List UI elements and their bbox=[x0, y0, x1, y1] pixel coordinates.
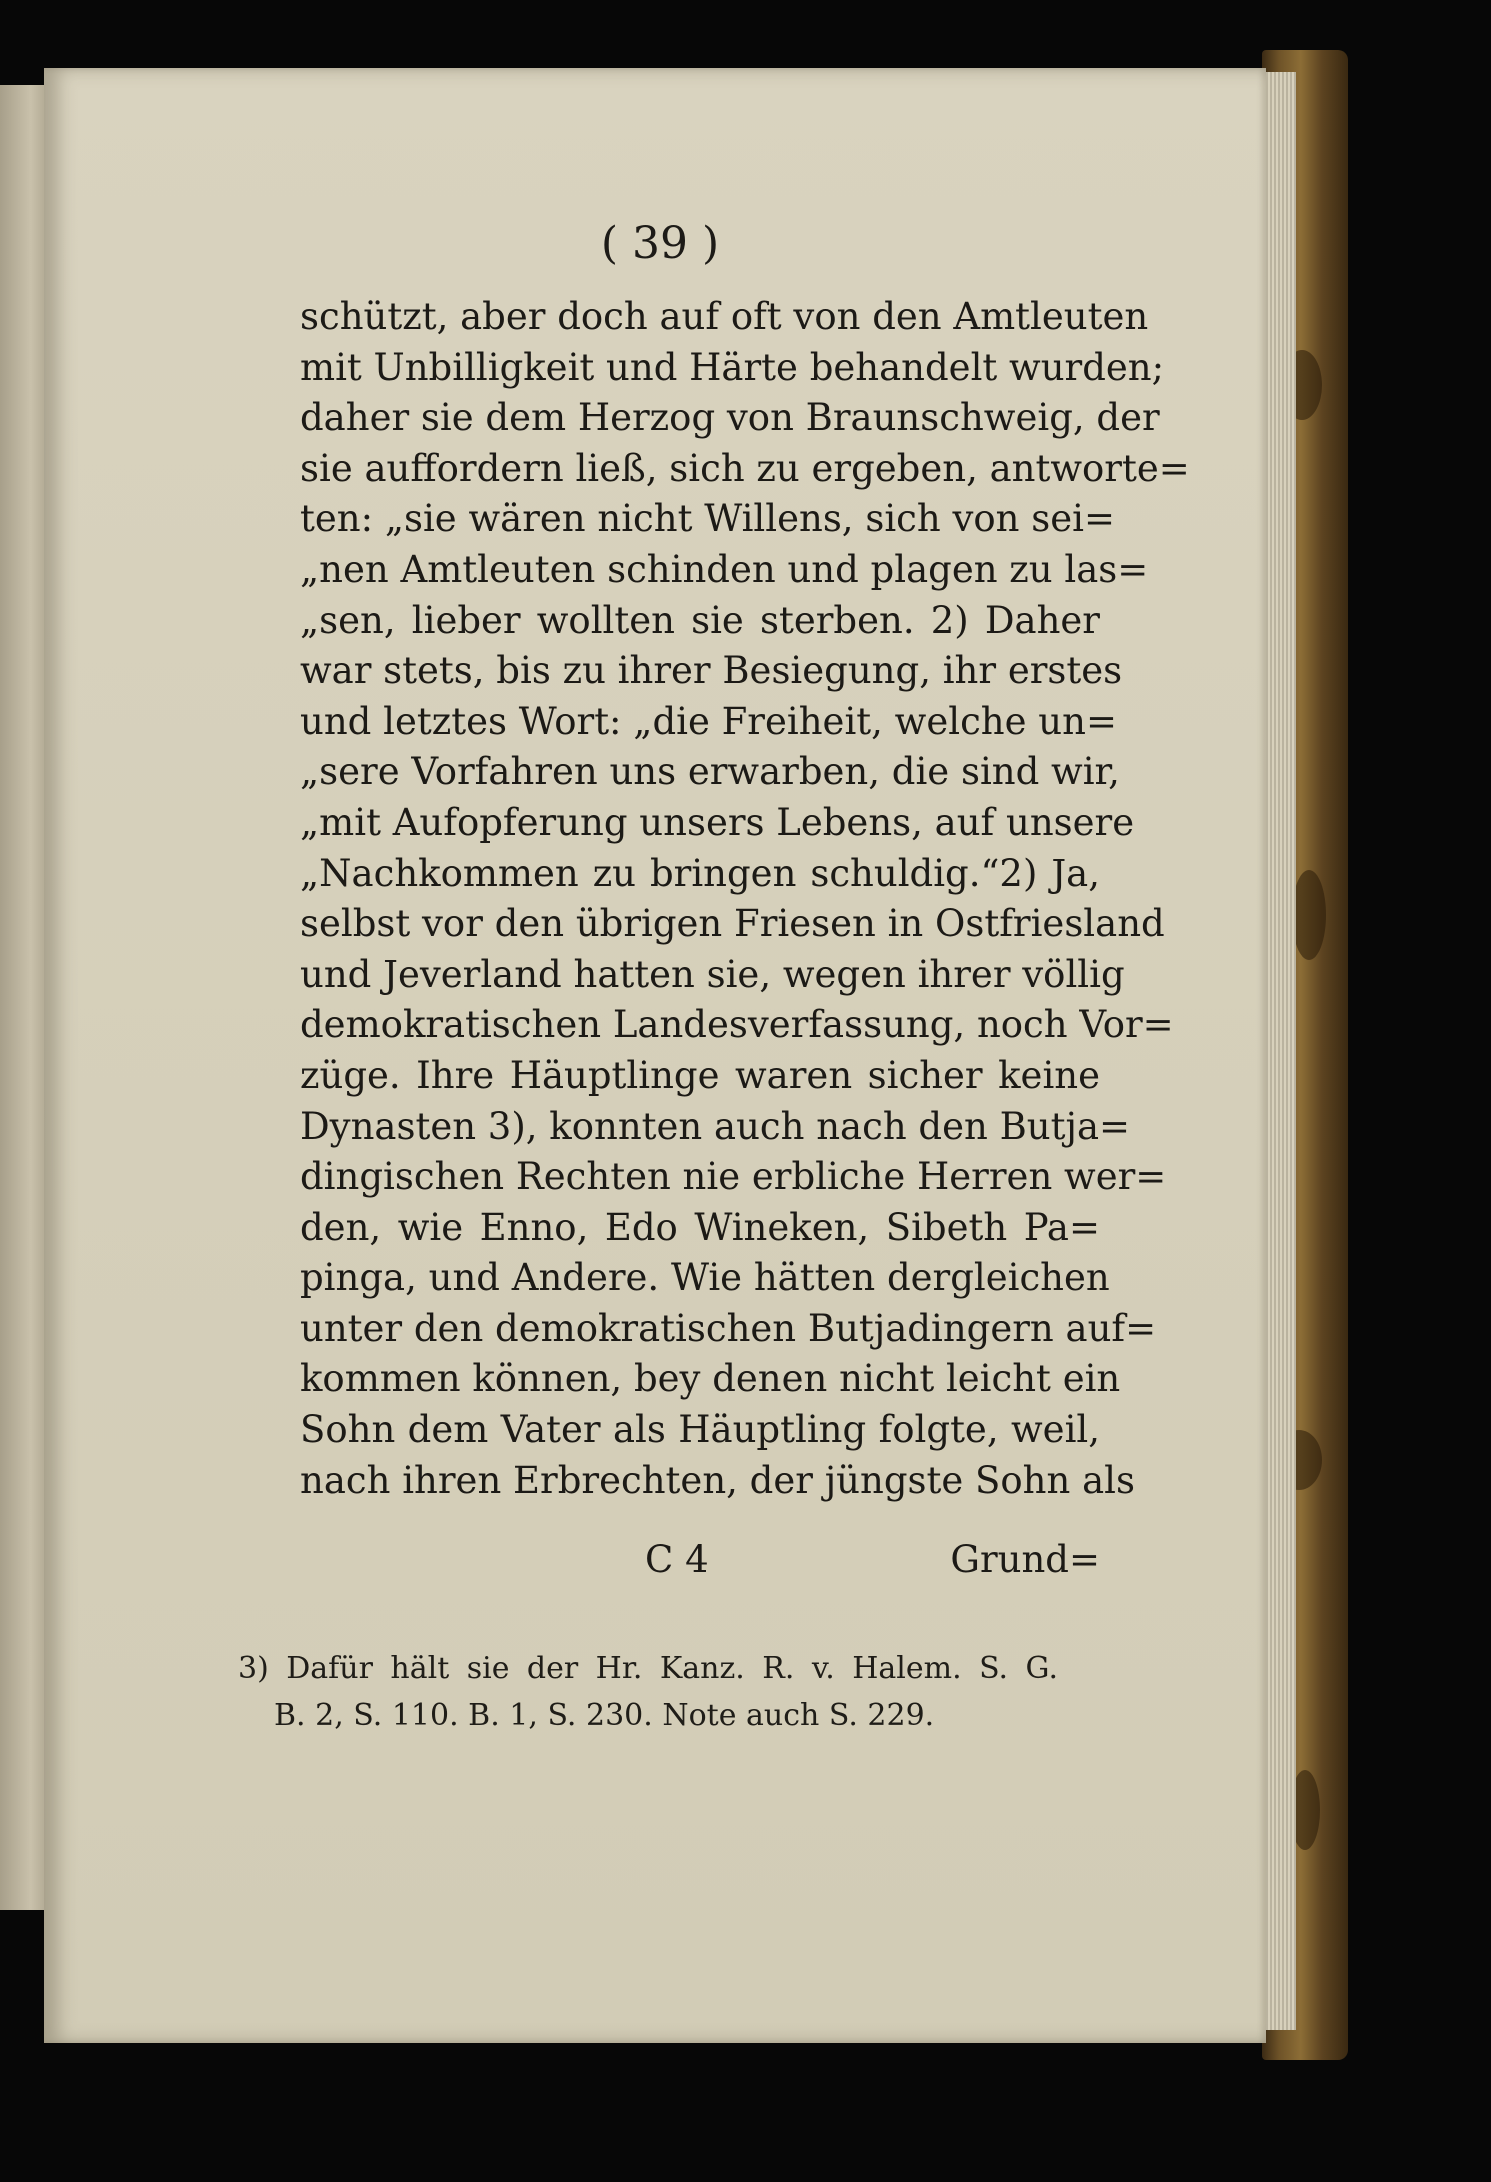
text-line: ten: „sie wären nicht Willens, sich von sei= bbox=[300, 497, 1115, 541]
text-line: daher sie dem Herzog von Braunschweig, der bbox=[300, 396, 1160, 440]
text-line: Sohn dem Vater als Häuptling folgte, weil, bbox=[300, 1408, 1100, 1452]
text-line: „sen, lieber wollten sie sterben. 2) Daher bbox=[300, 598, 1100, 642]
text-line: kommen können, bey denen nicht leicht ein bbox=[300, 1357, 1121, 1401]
text-line: Dynasten 3), konnten auch nach den Butja= bbox=[300, 1104, 1131, 1148]
footnote bbox=[238, 1645, 1058, 1739]
text-line: pinga, und Andere. Wie hätten dergleichen bbox=[300, 1256, 1110, 1300]
text-line: unter den demokratischen Butjadingern auf= bbox=[300, 1306, 1157, 1350]
text-line: war stets, bis zu ihrer Besiegung, ihr erstes bbox=[300, 649, 1123, 693]
text-line: nach ihren Erbrechten, der jüngste Sohn als bbox=[300, 1458, 1135, 1502]
text-line: schützt, aber doch auf oft von den Amtleuten bbox=[300, 295, 1149, 338]
footnote-line: B. 2, S. 110. B. 1, S. 230. Note auch S. 229. bbox=[274, 1698, 935, 1733]
text-line: „nen Amtleuten schinden und plagen zu las= bbox=[300, 547, 1149, 591]
text-line: und letztes Wort: „die Freiheit, welche un= bbox=[300, 699, 1117, 743]
text-line: demokratischen Landesverfassung, noch Vor= bbox=[300, 1003, 1174, 1047]
footnote-line: 3) Dafür hält sie der Hr. Kanz. R. v. Halem. S. G. bbox=[238, 1651, 1058, 1686]
text-line: selbst vor den übrigen Friesen in Ostfriesland bbox=[300, 902, 1165, 946]
text-line: und Jeverland hatten sie, wegen ihrer völlig bbox=[300, 952, 1125, 996]
text-line: sie auffordern ließ, sich zu ergeben, antworte= bbox=[300, 446, 1190, 490]
body-text bbox=[300, 292, 1190, 1506]
signature-mark: C 4 bbox=[645, 1538, 709, 1581]
text-line: „Nachkommen zu bringen schuldig.“2) Ja, bbox=[300, 851, 1100, 895]
text-line: züge. Ihre Häuptlinge waren sicher keine bbox=[300, 1053, 1100, 1097]
text-line: mit Unbilligkeit und Härte behandelt wurden; bbox=[300, 345, 1165, 389]
signature-row bbox=[300, 1538, 1100, 1588]
facing-page-edge bbox=[0, 85, 44, 1910]
text-line: dingischen Rechten nie erbliche Herren wer= bbox=[300, 1155, 1167, 1199]
catchword: Grund= bbox=[950, 1538, 1100, 1581]
text-line: „mit Aufopferung unsers Lebens, auf unsere bbox=[300, 800, 1135, 844]
page-number: ( 39 ) bbox=[600, 218, 720, 269]
text-line: den, wie Enno, Edo Wineken, Sibeth Pa= bbox=[300, 1205, 1100, 1249]
text-line: „sere Vorfahren uns erwarben, die sind wir, bbox=[300, 750, 1120, 794]
